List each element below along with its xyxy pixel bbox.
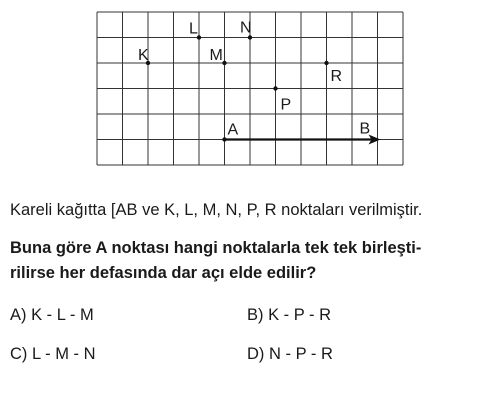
choice-c[interactable]: C) L - M - N: [10, 345, 96, 363]
point-label-m: M: [209, 47, 223, 64]
point-p-dot: [273, 86, 277, 90]
question-stem: Kareli kağıtta [AB ve K, L, M, N, P, R noktaları verilmiştir.: [10, 201, 423, 219]
choice-d[interactable]: D) N - P - R: [247, 345, 333, 363]
point-m-dot: [222, 61, 226, 65]
choice-b[interactable]: B) K - P - R: [247, 306, 332, 324]
point-a-dot: [222, 137, 226, 141]
question-prompt-line-1: Buna göre A noktası hangi noktalarla tek tek birleşti-: [10, 239, 422, 257]
point-label-r: R: [330, 68, 343, 85]
point-label-a: A: [227, 121, 239, 139]
question-prompt: [10, 236, 421, 286]
ray-ab: [225, 135, 381, 145]
point-label-p: P: [280, 96, 292, 114]
question-prompt-line-2: rilirse her defasında dar açı elde edilir?: [10, 264, 317, 282]
point-label-k: K: [138, 47, 149, 64]
point-label-b: B: [359, 120, 371, 138]
point-label-l: L: [189, 20, 198, 38]
point-r-dot: [324, 61, 328, 65]
choice-a[interactable]: A) K - L - M: [10, 306, 94, 324]
point-label-n: N: [240, 19, 252, 37]
